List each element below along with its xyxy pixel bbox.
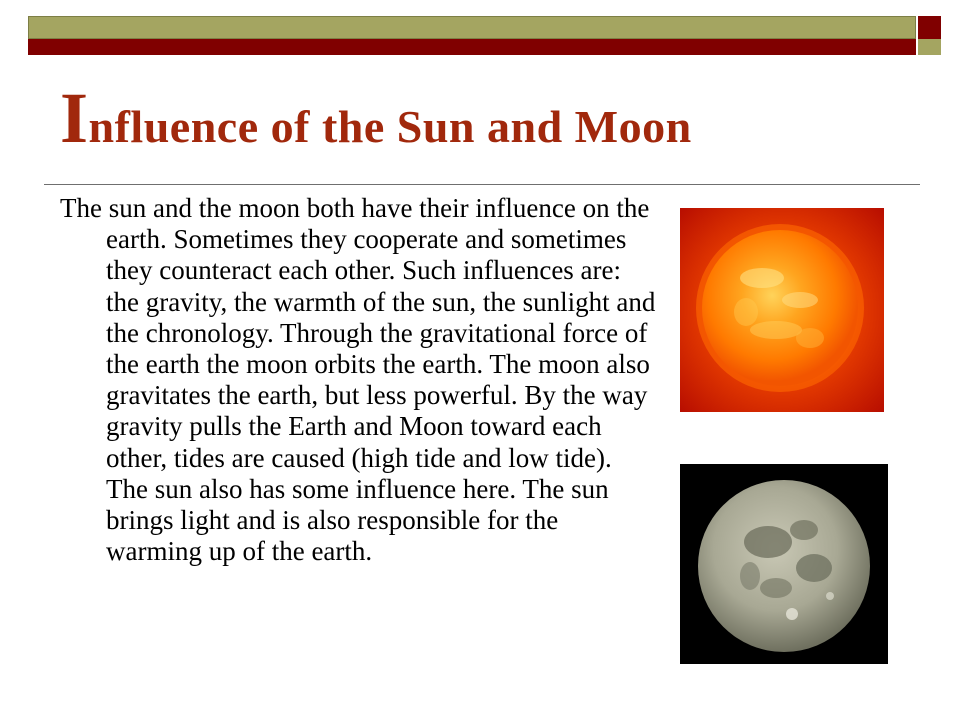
slide-title (60, 78, 692, 158)
header-corner-olive (918, 39, 941, 55)
sun-image (680, 208, 884, 412)
slide-body-text: The sun and the moon both have their influence on the earth. Sometimes they cooperate and sometimes they counteract each other. Such influences are: the gravity, the warmth of the sun, the sunlight and the chronology. Through the gravitational force of the earth the moon orbits the earth. The moon also gravitates the earth, but less powerful. By the way gravity pulls the Earth and Moon toward each other, tides are caused (high tide and low tide). The sun also has some influence here. The sun brings light and is also responsible for the warming up of the earth. (60, 193, 656, 567)
title-divider (44, 184, 920, 185)
header-corner-maroon (918, 16, 941, 39)
sun-icon (680, 208, 884, 412)
slide-title-initial: I (60, 78, 89, 158)
moon-icon (680, 464, 888, 664)
header-band-olive (28, 16, 916, 39)
slide-title-rest: nfluence of the Sun and Moon (88, 101, 692, 152)
header-band-maroon (28, 39, 916, 55)
moon-image (680, 464, 888, 664)
